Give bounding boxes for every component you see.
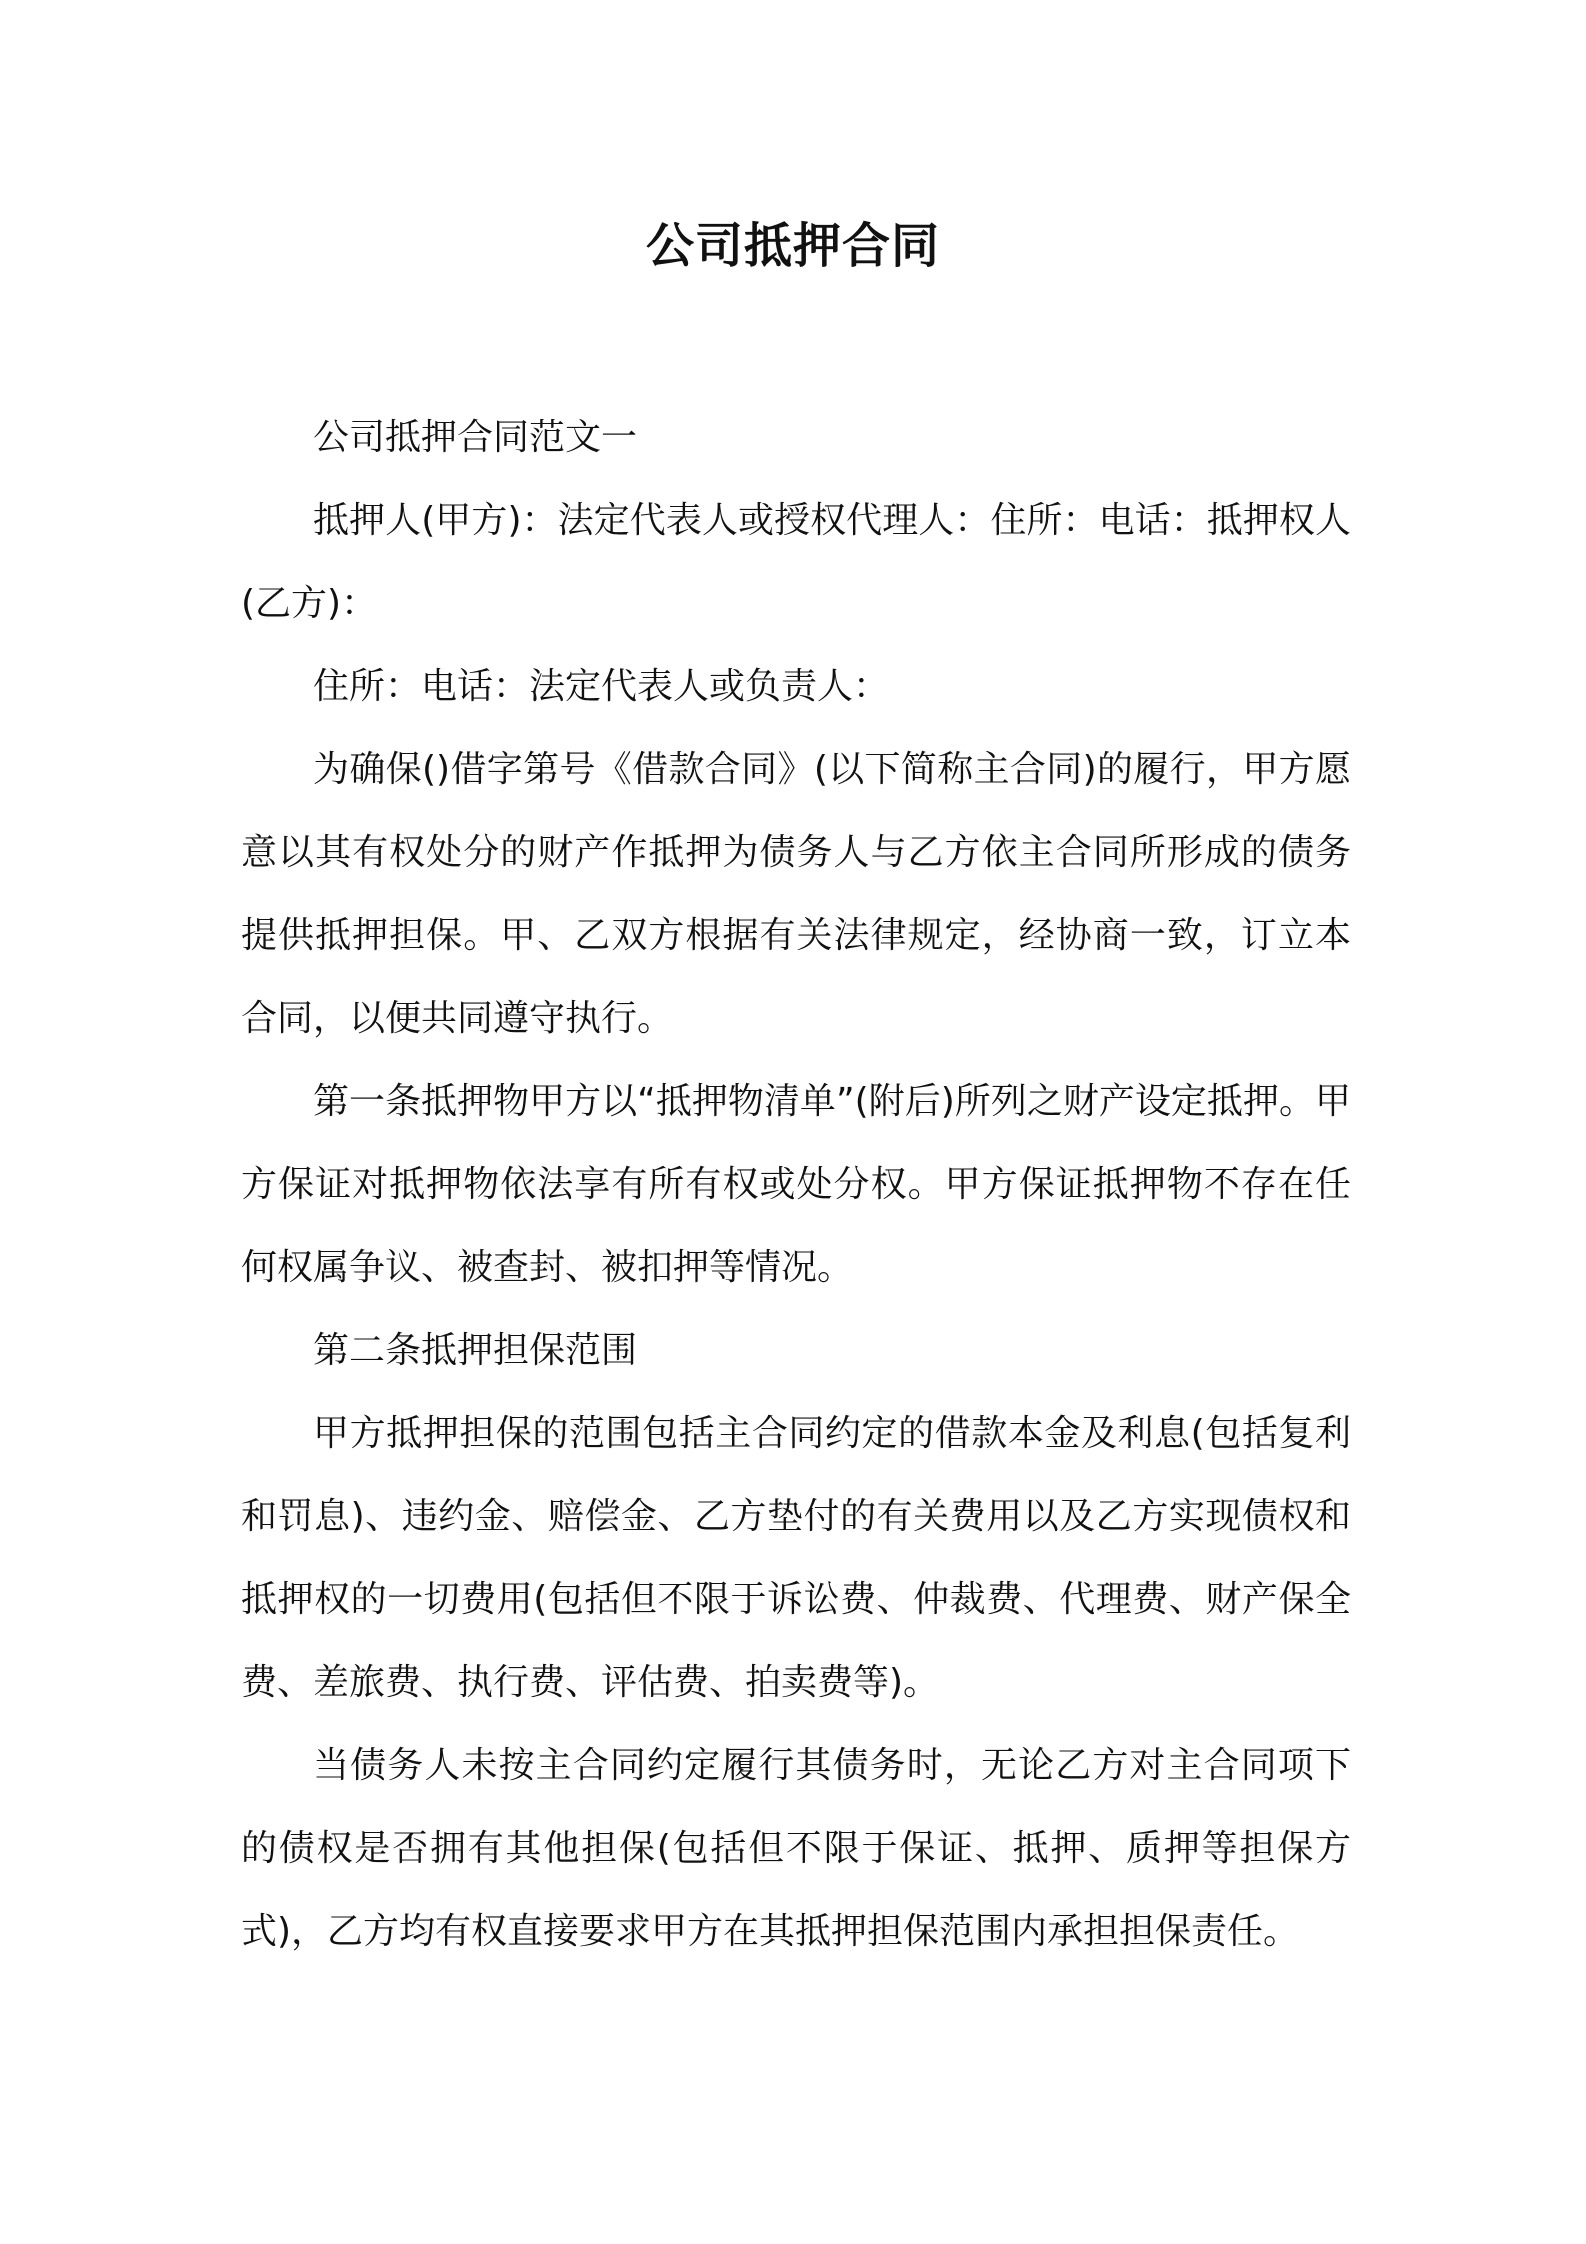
paragraph-guarantee-scope: 甲方抵押担保的范围包括主合同约定的借款本金及利息(包括复利和罚息)、违约金、赔偿金、乙方垫付的有关费用以及乙方实现债权和抵押权的一切费用(包括但不限于诉讼费、仲裁费、代理费、财产保全费、差旅费、执行费、评估费、拍卖费等)。 <box>241 1413 1351 1703</box>
paragraph-purpose: 为确保()借字第号《借款合同》(以下简称主合同)的履行，甲方愿意以其有权处分的财产作抵押为债务人与乙方依主合同所形成的债务提供抵押担保。甲、乙双方根据有关法律规定，经协商一致，订立本合同，以便共同遵守执行。 <box>241 749 1351 1039</box>
paragraph-mortgagor-info: 抵押人(甲方)：法定代表人或授权代理人：住所：电话：抵押权人(乙方)： <box>241 500 1351 624</box>
paragraph-address-info: 住所：电话：法定代表人或负责人： <box>313 666 890 707</box>
document-body <box>241 396 1351 1973</box>
paragraph-article-two-heading: 第二条抵押担保范围 <box>313 1330 638 1371</box>
paragraph-article-one: 第一条抵押物甲方以“抵押物清单”(附后)所列之财产设定抵押。甲方保证对抵押物依法享有所有权或处分权。甲方保证抵押物不存在任何权属争议、被查封、被扣押等情况。 <box>241 1081 1351 1288</box>
paragraph-subtitle: 公司抵押合同范文一 <box>313 417 638 458</box>
document-title: 公司抵押合同 <box>645 218 940 274</box>
paragraph-liability: 当债务人未按主合同约定履行其债务时，无论乙方对主合同项下的债权是否拥有其他担保(包括但不限于保证、抵押、质押等担保方式)，乙方均有权直接要求甲方在其抵押担保范围内承担担保责任。 <box>241 1745 1351 1952</box>
